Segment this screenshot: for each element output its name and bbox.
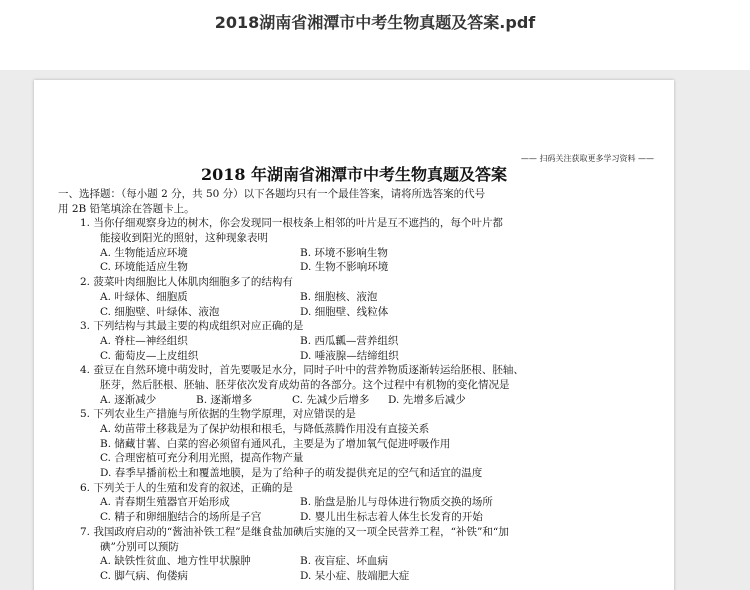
question-stem: 7. 我国政府启动的“酱油补铁工程”是继食盐加碘后实施的又一项全民营养工程，“补铁”和“加 [80, 525, 509, 538]
question-stem: 3. 下列结构与其最主要的构成组织对应正确的是 [80, 320, 304, 333]
question-stem: 碘”分别可以预防 [100, 540, 179, 553]
question-stem: 6. 下列关于人的生殖和发育的叙述，正确的是 [80, 481, 293, 494]
option-c: C. 先减少后增多 [292, 393, 370, 406]
document-title: 2018 年湖南省湘潭市中考生物真题及答案 [200, 165, 508, 184]
file-title: 2018湖南省湘潭市中考生物真题及答案.pdf [214, 13, 536, 32]
option-c: C. 脚气病、佝偻病 [100, 569, 188, 582]
question-stem: 4. 蚕豆在自然环境中萌发时，首先要吸足水分，同时子叶中的营养物质逐渐转运给胚根、胚轴、 [80, 364, 524, 377]
option-a: A. 脊柱—神经组织 [100, 334, 188, 347]
option-b: B. 夜盲症、坏血病 [300, 555, 388, 568]
option-b: B. 储藏甘薯、白菜的窖必须留有通风孔，主要是为了增加氧气促进呼吸作用 [100, 437, 451, 450]
section-intro-line: 一、选择题：（每小题 2 分，共 50 分）以下各题均只有一个最佳答案，请将所选答案的代号 [58, 188, 486, 200]
option-d: D. 细胞壁、线粒体 [300, 305, 389, 318]
question-stem: 能接收到阳光的照射，这种现象表明 [100, 232, 268, 245]
question-stem: 2. 菠菜叶肉细胞比人体肌肉细胞多了的结构有 [80, 276, 293, 289]
option-b: B. 西瓜瓤—营养组织 [300, 334, 399, 347]
option-a: A. 逐渐减少 [100, 393, 157, 406]
option-d: D. 呆小症、肢端肥大症 [300, 569, 410, 582]
option-c: C. 精子和卵细胞结合的场所是子宫 [100, 511, 262, 524]
option-b: B. 逐渐增多 [196, 393, 253, 406]
option-c: C. 环境能适应生物 [100, 261, 188, 274]
question-stem: 胚芽，然后胚根、胚轴、胚芽依次发育成幼苗的各部分。这个过程中有机物的变化情况是 [100, 378, 510, 391]
option-a: A. 幼苗带土移栽是为了保护幼根和根毛，与降低蒸腾作用没有直接关系 [100, 423, 430, 435]
option-a: A. 叶绿体、细胞质 [100, 290, 188, 303]
option-b: B. 胎盘是胎儿与母体进行物质交换的场所 [300, 496, 493, 509]
option-d: D. 唾液腺—结缔组织 [300, 349, 399, 362]
question-stem: 1. 当你仔细观察身边的树木，你会发现同一根枝条上相邻的叶片是互不遮挡的，每个叶片都 [80, 217, 503, 230]
question-list [58, 187, 578, 584]
option-a: A. 青春期生殖器官开始形成 [100, 496, 230, 509]
option-a: A. 缺铁性贫血、地方性甲状腺肿 [100, 555, 251, 568]
option-c: C. 葡萄皮—上皮组织 [100, 349, 199, 362]
option-d: D. 先增多后减少 [388, 393, 466, 406]
section-intro-line: 用 2B 铅笔填涂在答题卡上。 [58, 202, 195, 215]
option-b: B. 细胞核、液泡 [300, 290, 378, 303]
viewer-header [0, 0, 750, 70]
option-b: B. 环境不影响生物 [300, 246, 388, 259]
option-d: D. 生物不影响环境 [300, 261, 389, 274]
qr-banner: —— 扫码关注获取更多学习资料 —— [520, 154, 654, 163]
option-c: C. 合理密植可充分利用光照，提高作物产量 [100, 452, 304, 465]
question-stem: 5. 下列农业生产措施与所依据的生物学原理，对应错误的是 [80, 408, 356, 421]
option-c: C. 细胞壁、叶绿体、液泡 [100, 305, 220, 318]
option-a: A. 生物能适应环境 [100, 246, 188, 259]
option-d: D. 春季早播前松土和覆盖地膜，是为了给种子的萌发提供充足的空气和适宜的温度 [100, 467, 483, 480]
option-d: D. 婴儿出生标志着人体生长发育的开始 [300, 511, 483, 524]
